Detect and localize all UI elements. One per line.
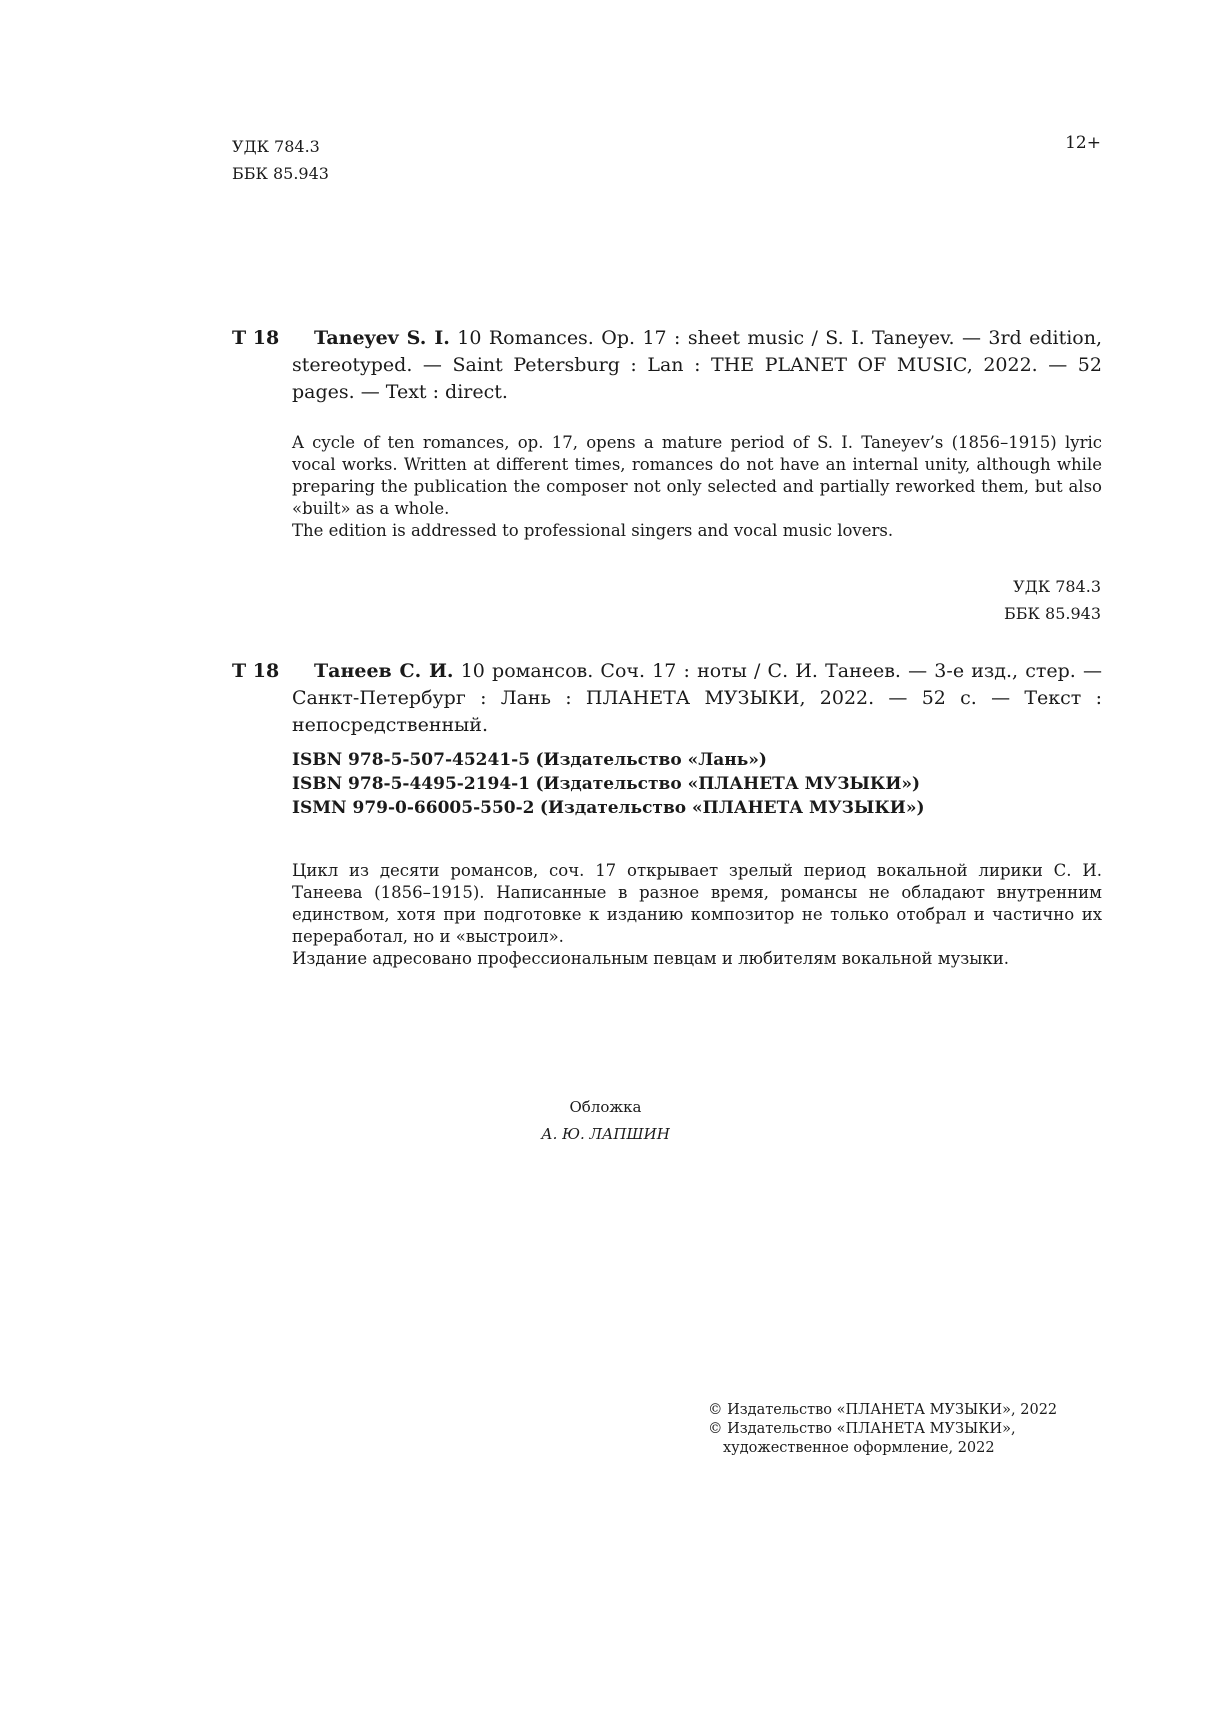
- bbk-code: ББК 85.943: [232, 164, 329, 183]
- publisher: (Издательство «ПЛАНЕТА МУЗЫКИ»): [535, 774, 921, 794]
- udk-code: УДК 784.3: [232, 137, 320, 156]
- header-classification: [232, 133, 329, 187]
- identifier-line: [292, 796, 925, 820]
- isbn-number: ISBN 978-5-4495-2194-1: [292, 774, 531, 794]
- copyright-line: художественное оформление, 2022: [723, 1440, 995, 1456]
- copyright-line: © Издательство «ПЛАНЕТА МУЗЫКИ», 2022: [708, 1402, 1058, 1418]
- isbn-number: ISBN 978-5-507-45241-5: [292, 750, 531, 770]
- english-record: [232, 325, 1102, 406]
- cover-credit: [0, 1094, 1211, 1148]
- russian-record-text: [292, 658, 1102, 739]
- bbk-code: ББК 85.943: [1004, 604, 1101, 623]
- age-rating: 12+: [1065, 133, 1101, 153]
- ismn-number: ISMN 979-0-66005-550-2: [292, 798, 535, 818]
- russian-annotation: [232, 860, 1102, 970]
- identifier-line: [292, 748, 925, 772]
- english-record-text: [292, 325, 1102, 406]
- author-mark: Т 18: [232, 327, 280, 349]
- annotation-paragraph: A cycle of ten romances, op. 17, opens a mature period of S. I. Taneyev’s (1856–1915) lyric vocal works. Written at different times, romances do not have an internal unity, although while preparing the publication the composer not only selected and partially reworked them, but also «built» as a whole.: [292, 433, 1102, 518]
- record-description: 10 романсов. Соч. 17 : ноты / С. И. Танеев. — 3-е изд., стер. — Санкт-Петербург : Лань : ПЛАНЕТА МУЗЫКИ, 2022. — 52 с. — Текст : непосредственный.: [292, 660, 1102, 736]
- cover-label: Обложка: [569, 1098, 642, 1116]
- publisher: (Издательство «Лань»): [535, 750, 767, 770]
- annotation-paragraph: Цикл из десяти романсов, соч. 17 открывает зрелый период вокальной лирики С. И. Танеева (1856–1915). Написанные в разное время, романсы не обладают внутренним единством, хотя при подготовке к изданию композитор не только отобрал и частично их переработал, но и «выстроил».: [292, 861, 1102, 946]
- russian-record: [232, 658, 1102, 739]
- annotation-paragraph: Издание адресовано профессиональным певцам и любителям вокальной музыки.: [292, 949, 1009, 968]
- author-mark: Т 18: [232, 660, 280, 682]
- russian-classification: [1004, 573, 1101, 627]
- author-name: Taneyev S. I.: [314, 327, 450, 349]
- identifiers: [292, 748, 925, 820]
- record-description: 10 Romances. Op. 17 : sheet music / S. I. Taneyev. — 3rd edition, stereotyped. — Saint Petersburg : Lan : THE PLANET OF MUSIC, 2022. — 52 pages. — Text : direct.: [292, 327, 1103, 403]
- identifier-line: [292, 772, 925, 796]
- cover-artist: А. Ю. ЛАПШИН: [541, 1125, 670, 1143]
- english-annotation: [232, 432, 1102, 542]
- publisher: (Издательство «ПЛАНЕТА МУЗЫКИ»): [539, 798, 925, 818]
- copyright-block: [708, 1401, 1057, 1458]
- udk-code: УДК 784.3: [1013, 577, 1101, 596]
- copyright-line: © Издательство «ПЛАНЕТА МУЗЫКИ»,: [708, 1421, 1016, 1437]
- author-name: Танеев С. И.: [314, 660, 454, 682]
- annotation-paragraph: The edition is addressed to professional singers and vocal music lovers.: [292, 521, 894, 540]
